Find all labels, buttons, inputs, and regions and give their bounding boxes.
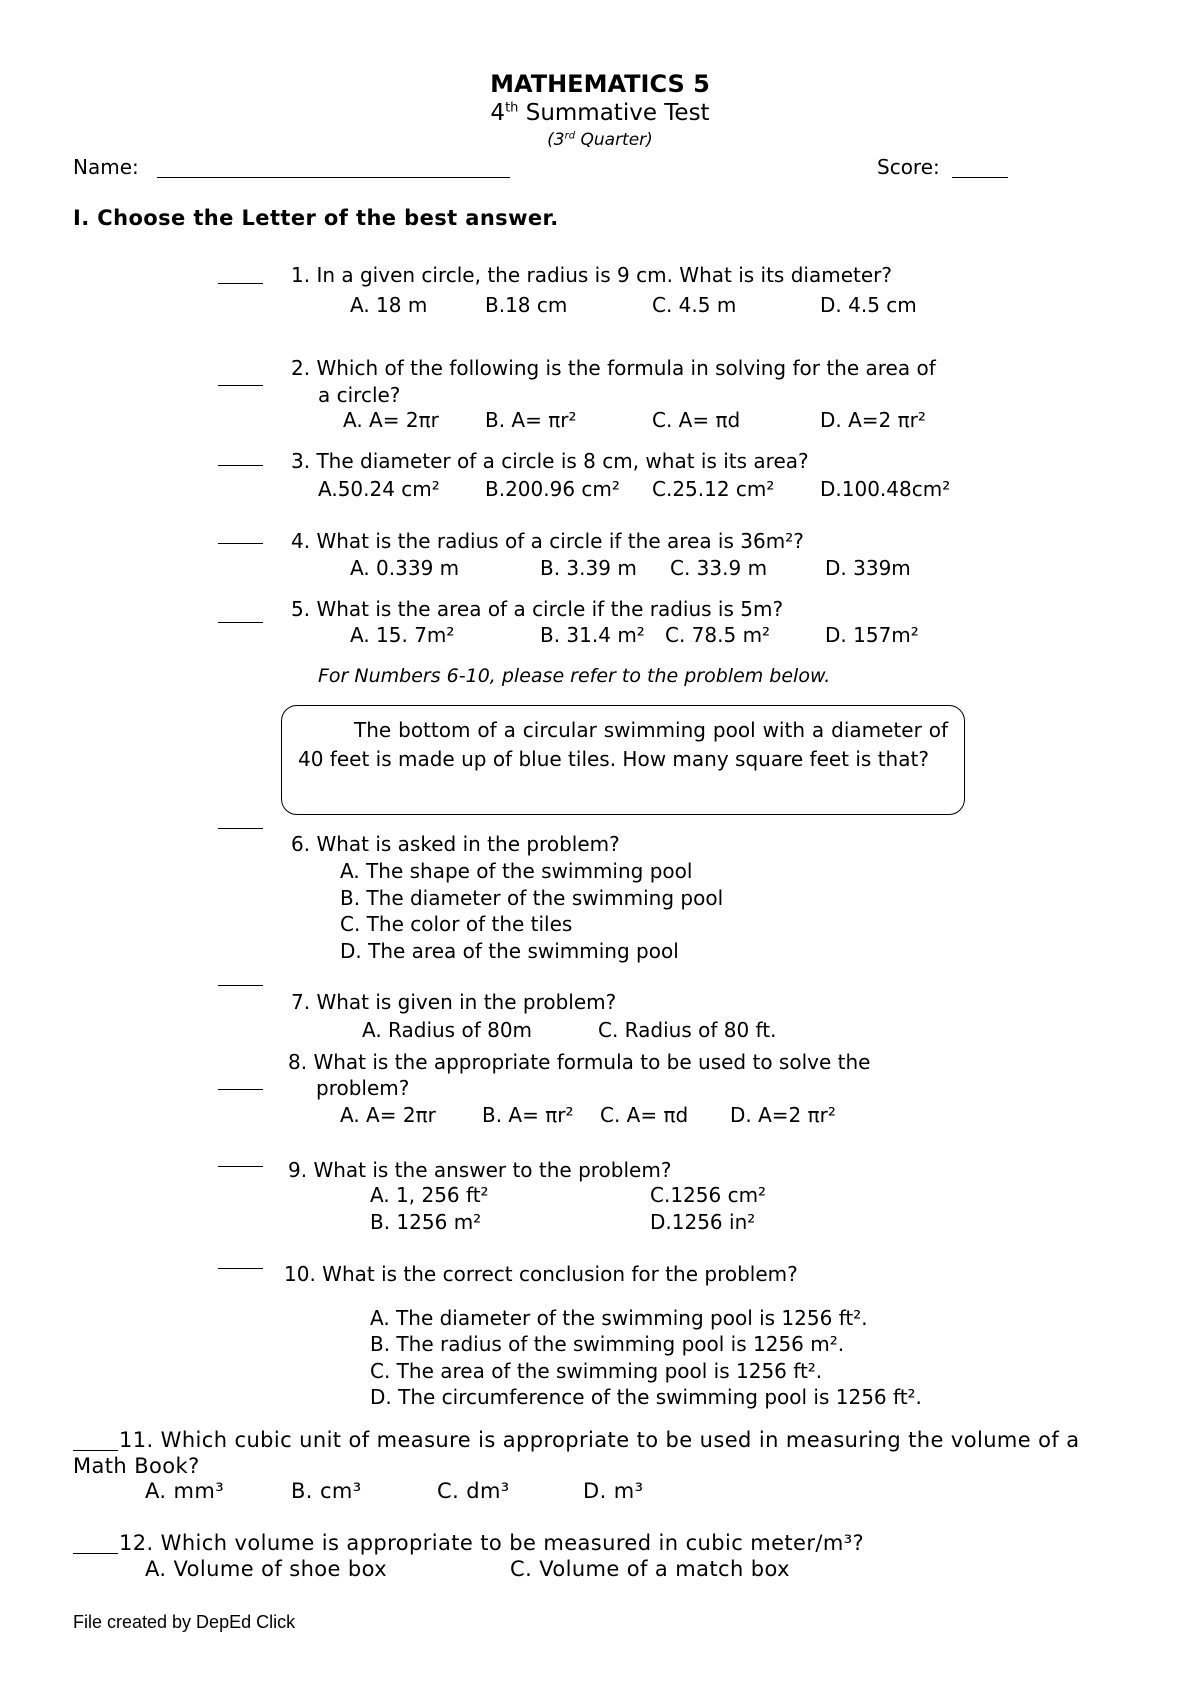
answer-blank-1[interactable] <box>218 283 263 284</box>
question-11-line-2: Math Book? <box>73 1454 200 1478</box>
question-4: 4. What is the radius of a circle if the area is 36m²? <box>291 529 804 553</box>
q7-option-c: C. Radius of 80 ft. <box>598 1018 777 1042</box>
q4-option-c: C. 33.9 m <box>670 556 768 580</box>
q6-option-d: D. The area of the swimming pool <box>340 939 679 963</box>
question-1: 1. In a given circle, the radius is 9 cm. What is its diameter? <box>291 263 892 287</box>
test-number: 4 <box>490 100 506 126</box>
q2-option-c: C. A= πd <box>652 408 741 432</box>
answer-blank-6[interactable] <box>218 828 263 829</box>
q10-option-c: C. The area of the swimming pool is 1256 ft². <box>370 1359 823 1383</box>
q9-option-d: D.1256 in² <box>650 1210 756 1234</box>
q5-option-a: A. 15. 7m² <box>350 623 455 647</box>
score-label: Score: <box>877 155 940 179</box>
answer-blank-12[interactable] <box>73 1553 118 1554</box>
q1-option-a: A. 18 m <box>350 293 428 317</box>
q3-option-b: B.200.96 cm² <box>485 477 620 501</box>
q1-option-b: B.18 cm <box>485 293 568 317</box>
quarter-suffix: rd <box>564 130 576 142</box>
q11-option-c: C. dm³ <box>437 1479 510 1503</box>
q4-option-a: A. 0.339 m <box>350 556 460 580</box>
answer-blank-5[interactable] <box>218 622 263 623</box>
q6-option-a: A. The shape of the swimming pool <box>340 859 693 883</box>
question-11-line-1: 11. Which cubic unit of measure is appropriate to be used in measuring the volume of a <box>119 1428 1080 1452</box>
q9-option-a: A. 1, 256 ft² <box>370 1183 489 1207</box>
q11-option-a: A. mm³ <box>145 1479 225 1503</box>
problem-text: The bottom of a circular swimming pool with a diameter of 40 feet is made up of blue tiles. How many square feet is that? <box>298 718 948 771</box>
instruction-note: For Numbers 6-10, please refer to the problem below. <box>318 665 831 687</box>
question-12: 12. Which volume is appropriate to be measured in cubic meter/m³? <box>119 1531 865 1555</box>
q2-option-d: D. A=2 πr² <box>820 408 926 432</box>
q3-option-a: A.50.24 cm² <box>318 477 440 501</box>
q7-option-a: A. Radius of 80m <box>362 1018 533 1042</box>
q5-option-b: B. 31.4 m² <box>540 623 645 647</box>
answer-blank-8[interactable] <box>218 1089 263 1090</box>
q3-option-c: C.25.12 cm² <box>652 477 775 501</box>
problem-box <box>281 705 965 815</box>
q2-option-a: A. A= 2πr <box>343 408 439 432</box>
q8-option-a: A. A= 2πr <box>340 1103 436 1127</box>
question-10: 10. What is the correct conclusion for the problem? <box>284 1262 798 1286</box>
score-field[interactable] <box>952 177 1008 178</box>
q11-option-b: B. cm³ <box>291 1479 362 1503</box>
name-label: Name: <box>73 155 139 179</box>
question-9: 9. What is the answer to the problem? <box>288 1158 672 1182</box>
quarter-open: (3 <box>547 130 565 150</box>
question-6: 6. What is asked in the problem? <box>291 832 620 856</box>
question-8-line-2: problem? <box>316 1076 410 1100</box>
q8-option-d: D. A=2 πr² <box>730 1103 836 1127</box>
q10-option-a: A. The diameter of the swimming pool is 1256 ft². <box>370 1306 868 1330</box>
answer-blank-11[interactable] <box>73 1450 118 1451</box>
q1-option-c: C. 4.5 m <box>652 293 737 317</box>
question-5: 5. What is the area of a circle if the radius is 5m? <box>291 597 784 621</box>
answer-blank-2[interactable] <box>218 385 263 386</box>
q1-option-d: D. 4.5 cm <box>820 293 917 317</box>
q10-option-d: D. The circumference of the swimming pool is 1256 ft². <box>370 1385 922 1409</box>
quarter-rest: Quarter) <box>575 130 653 150</box>
question-2-line-1: 2. Which of the following is the formula in solving for the area of <box>291 356 936 380</box>
q9-option-c: C.1256 cm² <box>650 1183 767 1207</box>
test-name: Summative Test <box>518 100 710 126</box>
name-field[interactable] <box>157 177 510 178</box>
test-subtitle <box>0 100 1200 126</box>
q8-option-b: B. A= πr² <box>482 1103 574 1127</box>
section-title: I. Choose the Letter of the best answer. <box>73 206 559 230</box>
q12-option-a: A. Volume of shoe box <box>145 1557 388 1581</box>
question-2-line-2: a circle? <box>318 383 401 407</box>
answer-blank-10[interactable] <box>218 1268 263 1269</box>
question-3: 3. The diameter of a circle is 8 cm, what is its area? <box>291 449 809 473</box>
q8-option-c: C. A= πd <box>600 1103 689 1127</box>
footer-credit: File created by DepEd Click <box>73 1612 296 1632</box>
q6-option-c: C. The color of the tiles <box>340 912 573 936</box>
answer-blank-3[interactable] <box>218 465 263 466</box>
document-title: MATHEMATICS 5 <box>490 70 710 98</box>
q4-option-b: B. 3.39 m <box>540 556 637 580</box>
question-7: 7. What is given in the problem? <box>291 990 617 1014</box>
q12-option-c: C. Volume of a match box <box>510 1557 790 1581</box>
q10-option-b: B. The radius of the swimming pool is 1256 m². <box>370 1332 845 1356</box>
quarter-label <box>0 130 1200 150</box>
q4-option-d: D. 339m <box>825 556 911 580</box>
test-number-suffix: th <box>505 100 519 116</box>
q6-option-b: B. The diameter of the swimming pool <box>340 886 724 910</box>
q2-option-b: B. A= πr² <box>485 408 577 432</box>
q3-option-d: D.100.48cm² <box>820 477 951 501</box>
q5-option-c: C. 78.5 m² <box>665 623 771 647</box>
q11-option-d: D. m³ <box>583 1479 644 1503</box>
answer-blank-9[interactable] <box>218 1166 263 1167</box>
answer-blank-7[interactable] <box>218 985 263 986</box>
q9-option-b: B. 1256 m² <box>370 1210 482 1234</box>
answer-blank-4[interactable] <box>218 543 263 544</box>
q5-option-d: D. 157m² <box>825 623 919 647</box>
question-8-line-1: 8. What is the appropriate formula to be used to solve the <box>288 1050 871 1074</box>
